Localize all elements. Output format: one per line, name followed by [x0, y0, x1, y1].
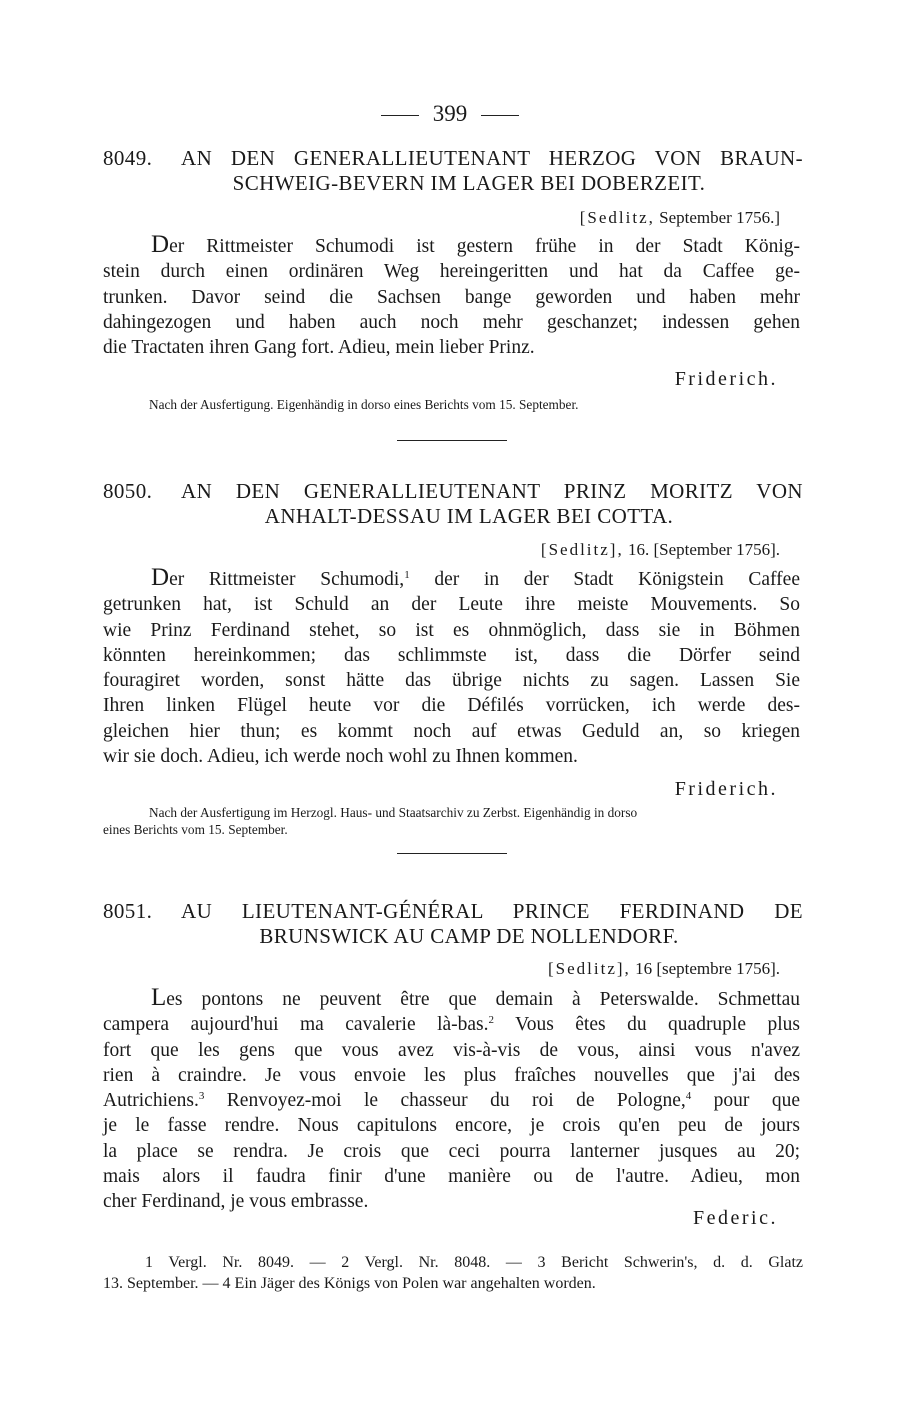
letter-number: 8050.: [103, 479, 153, 503]
note-line: eines Berichts vom 15. September.: [103, 822, 288, 837]
footnote-ref: 4: [685, 1090, 692, 1103]
body-line-text: campera aujourd'hui ma cavalerie là-bas.: [103, 1014, 489, 1036]
letter-8050-source-note: [103, 804, 803, 838]
body-line: [103, 565, 800, 592]
body-line: gleichen hier thun; es kommt noch auf etwas Geduld an, so kriegen: [103, 720, 800, 742]
heading-line-2: SCHWEIG-BEVERN IM LAGER BEI DOBERZEIT.: [232, 171, 706, 195]
date-place: [Sedlitz],: [540, 540, 624, 559]
body-line-text: der in der Stadt Königstein Caffee: [409, 569, 800, 590]
body-line-text: es pontons ne peuvent être que demain à Peterswalde. Schmettau: [166, 989, 800, 1010]
body-line: getrunken hat, ist Schuld an der Leute ihre meiste Mouvements. So: [103, 594, 800, 616]
footnote-ref: 3: [198, 1090, 205, 1103]
heading-line-2: BRUNSWICK AU CAMP DE NOLLENDORF.: [259, 924, 679, 948]
letter-8049-signature: Friderich.: [674, 368, 778, 390]
initial-letter: D: [151, 564, 170, 591]
body-line: Ihren linken Flügel heute vor die Défilés vorrücken, ich werde des-: [103, 695, 800, 717]
note-line: Nach der Ausfertigung. Eigenhändig in dorso eines Berichts vom 15. September.: [149, 397, 579, 412]
section-separator: [397, 440, 507, 441]
letter-8050-signature: Friderich.: [674, 778, 778, 800]
letter-8049-source-note: [103, 396, 803, 413]
body-line-text: Autrichiens.: [103, 1090, 199, 1112]
body-line-text: Renvoyez-moi le chasseur du roi de Pologne,: [204, 1090, 686, 1112]
letter-8049-body: [103, 232, 800, 360]
body-line: stein durch einen ordinären Weg hereingeritten und hat da Caffee ge-: [103, 261, 800, 283]
heading-line-1: AN DEN GENERALLIEUTENANT PRINZ MORITZ VON: [181, 479, 803, 503]
body-line-text: er Rittmeister Schumodi ist gestern frühe in der Stadt König-: [169, 236, 800, 257]
note-line: Nach der Ausfertigung im Herzogl. Haus- und Staatsarchiv zu Zerbst. Eigenhändig in dorso: [149, 805, 638, 820]
page-number-dash-right: [481, 115, 519, 116]
footnote-ref: 2: [488, 1014, 495, 1027]
letter-8051-heading: [103, 899, 803, 949]
body-line: könnten hereinkommen; das schlimmste ist, dass die Dörfer seind: [103, 644, 800, 666]
heading-line-1: AN DEN GENERALLIEUTENANT HERZOG VON BRAUN-: [181, 146, 803, 170]
letter-8051-signature: Federic.: [693, 1207, 778, 1229]
date-place: [Sedlitz],: [548, 959, 631, 978]
footnote-line: 1 Vergl. Nr. 8049. — 2 Vergl. Nr. 8048. — 3 Bericht Schwerin's, d. d. Glatz: [145, 1254, 803, 1271]
letter-8051-body: [103, 985, 800, 1215]
body-line: mais alors il faudra finir d'une manière ou de l'autre. Adieu, mon: [103, 1166, 800, 1188]
body-line-text: er Rittmeister Schumodi,: [169, 569, 405, 590]
letter-8050-date: [541, 539, 780, 561]
date-place: [Sedlitz,: [579, 208, 655, 227]
page-number-dash-left: [381, 115, 419, 116]
letter-8051-date: [548, 958, 780, 980]
body-line: die Tractaten ihren Gang fort. Adieu, mein lieber Prinz.: [103, 337, 535, 359]
body-line: wie Prinz Ferdinand stehet, so ist es ohnmöglich, dass sie in Böhmen: [103, 619, 800, 641]
body-line: je le fasse rendre. Nous capitulons encore, je crois qu'en peu de jours: [103, 1115, 800, 1137]
body-line: fouragiret worden, sonst hätte das übrige nichts zu sagen. Lassen Sie: [103, 670, 800, 692]
body-line: cher Ferdinand, je vous embrasse.: [103, 1191, 369, 1213]
date-rest: 16. [September 1756].: [627, 540, 780, 559]
page-number-text: 399: [432, 101, 468, 126]
body-line: wir sie doch. Adieu, ich werde noch wohl zu Ihnen kommen.: [103, 746, 578, 768]
letter-8049-heading: [103, 146, 803, 196]
body-line: fort que les gens que vous avez vis-à-vis de vous, ainsi vous n'avez: [103, 1039, 800, 1061]
body-line: dahingezogen und haben auch noch mehr geschanzet; indessen gehen: [103, 311, 800, 333]
letter-number: 8051.: [103, 899, 153, 923]
letter-8049-date: [580, 207, 780, 229]
body-line: [103, 1012, 800, 1037]
date-rest: 16 [septembre 1756].: [635, 959, 780, 978]
letter-8050-body: [103, 565, 800, 769]
body-line: [103, 985, 800, 1012]
body-line: [103, 232, 800, 259]
footnote-ref: 1: [404, 569, 410, 581]
body-line: [103, 1088, 800, 1113]
initial-letter: D: [151, 231, 170, 258]
footnote-line: 13. September. — 4 Ein Jäger des Königs von Polen war angehalten worden.: [103, 1275, 596, 1292]
body-line-text: Vous êtes du quadruple plus: [494, 1014, 800, 1036]
footnotes: [103, 1252, 803, 1294]
heading-line-2: ANHALT-DESSAU IM LAGER BEI COTTA.: [264, 504, 674, 528]
body-line: trunken. Davor seind die Sachsen bange geworden und haben mehr: [103, 286, 800, 308]
heading-line-1: AU LIEUTENANT-GÉNÉRAL PRINCE FERDINAND DE: [181, 899, 803, 923]
letter-number: 8049.: [103, 146, 153, 170]
page-number: [0, 100, 900, 128]
body-line: rien à craindre. Je vous envoie les plus fraîches nouvelles que j'ai des: [103, 1064, 800, 1086]
body-line-text: pour que: [691, 1090, 800, 1112]
section-separator: [397, 853, 507, 854]
body-line: la place se rendra. Je crois que ceci pourra lanterner jusques au 20;: [103, 1140, 800, 1162]
date-rest: September 1756.]: [659, 208, 780, 227]
initial-letter: L: [151, 984, 167, 1011]
letter-8050-heading: [103, 479, 803, 529]
